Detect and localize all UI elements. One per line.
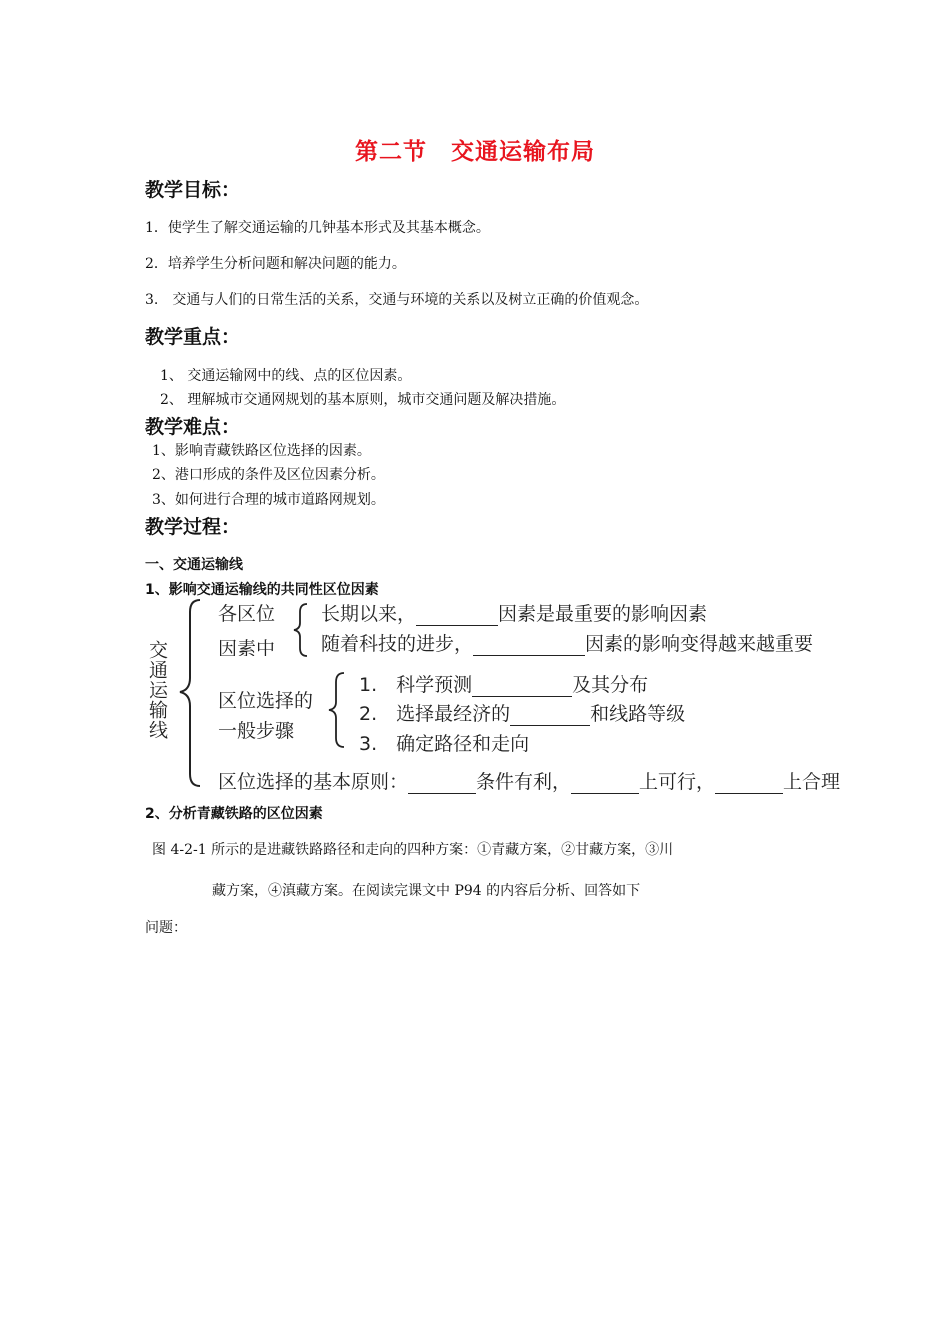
key-point-item-2: 2、 理解城市交通网规划的基本原则，城市交通问题及解决措施。	[160, 392, 566, 408]
step-1	[359, 670, 648, 697]
factor-line-2-prefix: 随着科技的进步，	[321, 633, 474, 655]
step-3: 3. 确定路径和走向	[359, 733, 530, 755]
principle-line	[218, 767, 840, 794]
subsection-1-heading: 1、影响交通运输线的共同性区位因素	[145, 582, 379, 598]
step-1-prefix: 1. 科学预测	[359, 674, 473, 696]
steps-label-2: 一般步骤	[218, 720, 295, 742]
step-2-suffix: 和线路等级	[590, 703, 686, 725]
paragraph-line-1: 图 4-2-1 所示的是进藏铁路路径和走向的四种方案：①青藏方案，②甘藏方案，③川	[152, 842, 674, 858]
principle-b: 上可行，	[639, 771, 716, 793]
difficulties-heading: 教学难点：	[145, 416, 241, 438]
factor-line-2	[321, 629, 813, 656]
difficulty-item-1: 1、影响青藏铁路区位选择的因素。	[152, 443, 371, 459]
step-2	[359, 699, 685, 726]
objective-item-3: 3. 交通与人们的日常生活的关系，交通与环境的关系以及树立正确的价值观念。	[145, 292, 649, 308]
factor-label-1: 各区位	[218, 603, 276, 625]
section-1-heading: 一、交通运输线	[145, 557, 243, 573]
factor-line-1	[321, 599, 707, 626]
factor-brace	[291, 603, 311, 657]
step-blank-1[interactable]	[472, 678, 572, 697]
principle-c: 上合理	[783, 771, 841, 793]
process-heading: 教学过程：	[145, 516, 241, 538]
difficulty-item-3: 3、如何进行合理的城市道路网规划。	[152, 492, 385, 508]
paragraph-line-2: 藏方案，④滇藏方案。在阅读完课文中 P94 的内容后分析、回答如下	[212, 883, 641, 899]
key-point-item-1: 1、 交通运输网中的线、点的区位因素。	[160, 368, 412, 384]
objective-item-1: 1．使学生了解交通运输的几钟基本形式及其基本概念。	[145, 220, 490, 236]
objective-item-2: 2．培养学生分析问题和解决问题的能力。	[145, 256, 406, 272]
factor-blank-2[interactable]	[473, 637, 585, 656]
factor-line-1-suffix: 因素是最重要的影响因素	[498, 603, 708, 625]
key-points-heading: 教学重点：	[145, 326, 241, 348]
step-1-suffix: 及其分布	[572, 674, 649, 696]
page-title: 第二节 交通运输布局	[355, 139, 595, 165]
steps-label-1: 区位选择的	[218, 690, 314, 712]
factor-label-2: 因素中	[218, 638, 276, 656]
factor-blank-1[interactable]	[416, 607, 498, 626]
principle-a: 条件有利，	[476, 771, 572, 793]
difficulty-item-2: 2、港口形成的条件及区位因素分析。	[152, 467, 385, 483]
paragraph-line-3: 问题：	[145, 920, 187, 936]
factor-line-1-prefix: 长期以来，	[321, 603, 417, 625]
principle-blank-2[interactable]	[571, 775, 639, 794]
steps-brace	[326, 672, 348, 748]
objectives-heading: 教学目标：	[145, 179, 241, 201]
step-blank-2[interactable]	[510, 707, 590, 726]
subsection-2-heading: 2、分析青藏铁路的区位因素	[145, 806, 323, 822]
principle-blank-1[interactable]	[408, 775, 476, 794]
step-2-prefix: 2. 选择最经济的	[359, 703, 511, 725]
diagram-main-brace	[176, 598, 206, 788]
diagram-root-label: 交通运输线	[146, 640, 168, 740]
principle-blank-3[interactable]	[715, 775, 783, 794]
principle-prefix: 区位选择的基本原则：	[218, 771, 409, 793]
factor-line-2-suffix: 因素的影响变得越来越重要	[585, 633, 814, 655]
